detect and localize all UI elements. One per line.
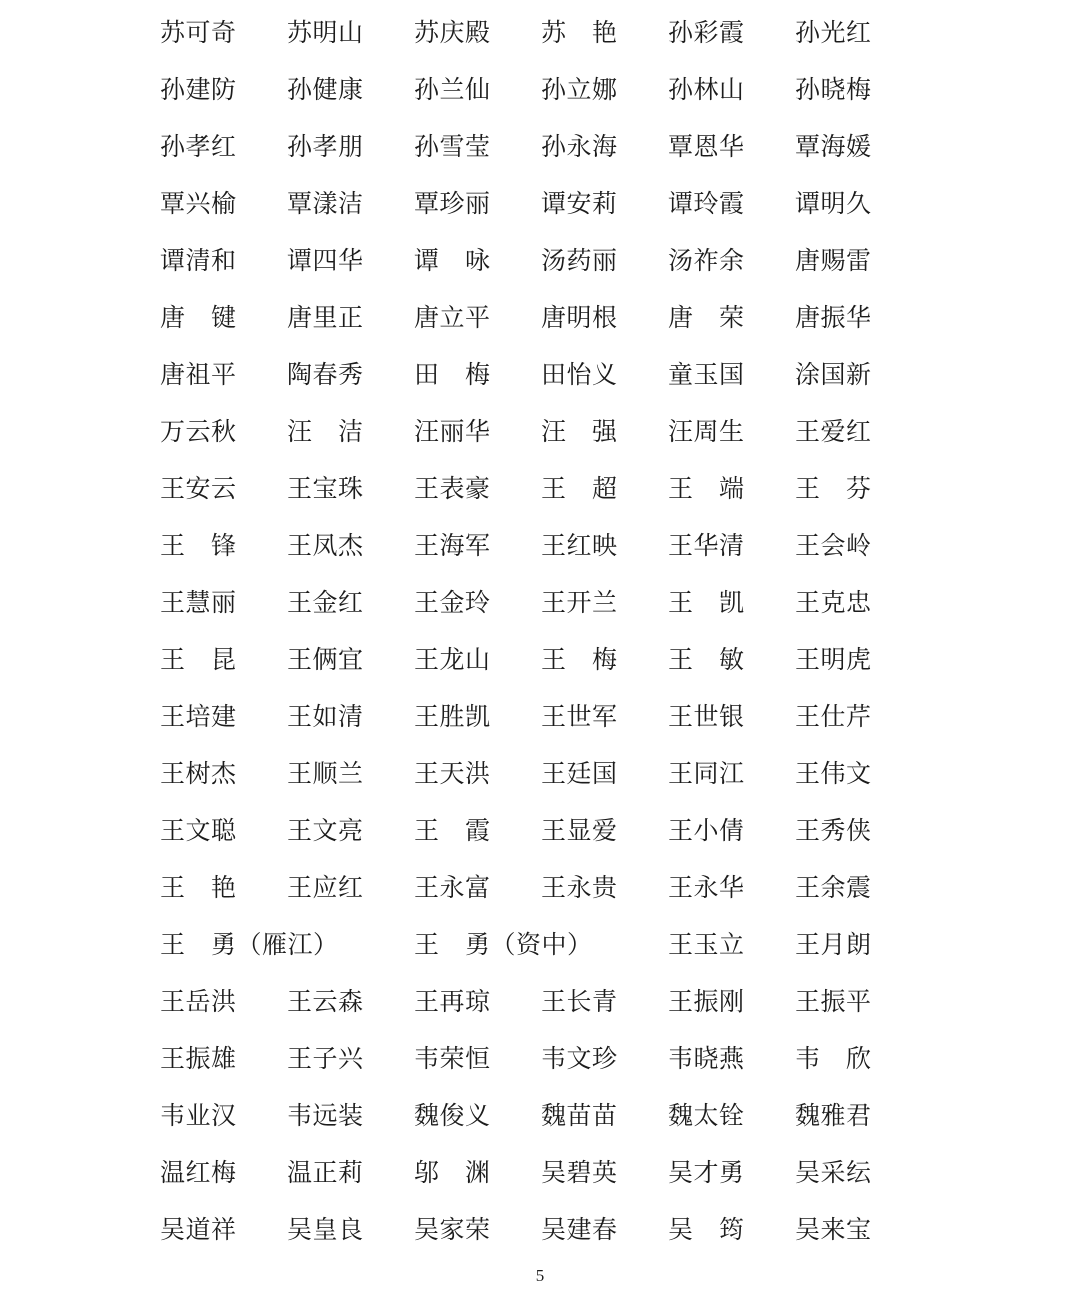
name-cell: 覃珍丽 bbox=[414, 190, 491, 218]
name-cell: 唐明根 bbox=[541, 304, 618, 332]
name-cell: 王俩宜 bbox=[287, 646, 364, 674]
name-cell: 覃恩华 bbox=[668, 133, 745, 161]
name-cell: 王如清 bbox=[287, 703, 364, 731]
name-cell: 王慧丽 bbox=[160, 589, 237, 617]
name-cell: 苏可奇 bbox=[160, 19, 237, 47]
name-cell: 王华清 bbox=[668, 532, 745, 560]
name-cell: 谭玲霞 bbox=[668, 190, 745, 218]
name-cell: 王廷国 bbox=[541, 760, 618, 788]
name-cell: 王永贵 bbox=[541, 874, 618, 902]
name-cell: 王月朗 bbox=[795, 931, 872, 959]
name-cell: 王振刚 bbox=[668, 988, 745, 1016]
name-cell: 孙建防 bbox=[160, 76, 237, 104]
name-cell: 王文亮 bbox=[287, 817, 364, 845]
name-cell: 王明虎 bbox=[795, 646, 872, 674]
name-cell: 王岳洪 bbox=[160, 988, 237, 1016]
name-cell: 孙雪莹 bbox=[414, 133, 491, 161]
name-cell: 吴碧英 bbox=[541, 1159, 618, 1187]
name-cell: 魏苗苗 bbox=[541, 1102, 618, 1130]
name-cell: 王 昆 bbox=[160, 646, 237, 674]
name-cell: 王云森 bbox=[287, 988, 364, 1016]
name-cell: 王会岭 bbox=[795, 532, 872, 560]
name-cell: 唐祖平 bbox=[160, 361, 237, 389]
name-cell: 汪周生 bbox=[668, 418, 745, 446]
page-number: 5 bbox=[535, 1266, 545, 1285]
name-cell: 苏庆殿 bbox=[414, 19, 491, 47]
name-cell: 韦文珍 bbox=[541, 1045, 618, 1073]
name-cell: 王龙山 bbox=[414, 646, 491, 674]
name-cell: 王红映 bbox=[541, 532, 618, 560]
name-cell: 苏明山 bbox=[287, 19, 364, 47]
name-cell: 唐赐雷 bbox=[795, 247, 872, 275]
name-cell: 王 超 bbox=[541, 475, 618, 503]
name-cell: 王 勇（资中） bbox=[414, 931, 593, 959]
name-cell: 王伟文 bbox=[795, 760, 872, 788]
name-cell: 涂国新 bbox=[795, 361, 872, 389]
name-cell: 覃兴榆 bbox=[160, 190, 237, 218]
name-cell: 唐 荣 bbox=[668, 304, 745, 332]
name-cell: 田 梅 bbox=[414, 361, 491, 389]
name-cell: 汤祚余 bbox=[668, 247, 745, 275]
name-cell: 谭 咏 bbox=[414, 247, 491, 275]
name-cell: 王 凯 bbox=[668, 589, 745, 617]
name-cell: 谭四华 bbox=[287, 247, 364, 275]
name-cell: 唐振华 bbox=[795, 304, 872, 332]
name-cell: 王文聪 bbox=[160, 817, 237, 845]
name-cell: 王 霞 bbox=[414, 817, 491, 845]
name-cell: 王胜凯 bbox=[414, 703, 491, 731]
name-cell: 王玉立 bbox=[668, 931, 745, 959]
name-cell: 吴才勇 bbox=[668, 1159, 745, 1187]
name-list bbox=[160, 2, 922, 1256]
name-cell: 苏 艳 bbox=[541, 19, 618, 47]
name-cell: 王振平 bbox=[795, 988, 872, 1016]
name-cell: 王表豪 bbox=[414, 475, 491, 503]
name-cell: 王克忠 bbox=[795, 589, 872, 617]
name-cell: 吴 筠 bbox=[668, 1216, 745, 1244]
name-cell: 孙林山 bbox=[668, 76, 745, 104]
name-cell: 王 梅 bbox=[541, 646, 618, 674]
name-cell: 汪 强 bbox=[541, 418, 618, 446]
name-cell: 魏雅君 bbox=[795, 1102, 872, 1130]
name-cell: 王小倩 bbox=[668, 817, 745, 845]
name-cell: 王长青 bbox=[541, 988, 618, 1016]
name-cell: 王世银 bbox=[668, 703, 745, 731]
name-cell: 汪丽华 bbox=[414, 418, 491, 446]
name-cell: 田怡义 bbox=[541, 361, 618, 389]
name-cell: 王仕芹 bbox=[795, 703, 872, 731]
name-cell: 王同江 bbox=[668, 760, 745, 788]
name-cell: 唐里正 bbox=[287, 304, 364, 332]
name-cell: 王显爱 bbox=[541, 817, 618, 845]
name-cell: 孙孝红 bbox=[160, 133, 237, 161]
name-cell: 孙健康 bbox=[287, 76, 364, 104]
name-cell: 韦远装 bbox=[287, 1102, 364, 1130]
name-cell: 孙彩霞 bbox=[668, 19, 745, 47]
name-cell: 王 端 bbox=[668, 475, 745, 503]
name-cell: 温正莉 bbox=[287, 1159, 364, 1187]
name-cell: 覃海媛 bbox=[795, 133, 872, 161]
name-cell: 王应红 bbox=[287, 874, 364, 902]
name-cell: 王培建 bbox=[160, 703, 237, 731]
name-cell: 王永华 bbox=[668, 874, 745, 902]
name-cell: 王金红 bbox=[287, 589, 364, 617]
name-cell: 汤药丽 bbox=[541, 247, 618, 275]
name-cell: 王凤杰 bbox=[287, 532, 364, 560]
name-cell: 孙光红 bbox=[795, 19, 872, 47]
name-cell: 覃漾洁 bbox=[287, 190, 364, 218]
name-cell: 韦 欣 bbox=[795, 1045, 872, 1073]
name-cell: 吴家荣 bbox=[414, 1216, 491, 1244]
name-cell: 魏俊义 bbox=[414, 1102, 491, 1130]
name-cell: 王世军 bbox=[541, 703, 618, 731]
name-cell: 谭明久 bbox=[795, 190, 872, 218]
name-cell: 邬 渊 bbox=[414, 1159, 491, 1187]
name-cell: 吴来宝 bbox=[795, 1216, 872, 1244]
name-cell: 童玉国 bbox=[668, 361, 745, 389]
name-cell: 汪 洁 bbox=[287, 418, 364, 446]
name-cell: 王金玲 bbox=[414, 589, 491, 617]
name-cell: 谭清和 bbox=[160, 247, 237, 275]
name-cell: 王振雄 bbox=[160, 1045, 237, 1073]
name-cell: 吴采纭 bbox=[795, 1159, 872, 1187]
name-cell: 王 芬 bbox=[795, 475, 872, 503]
name-cell: 王余震 bbox=[795, 874, 872, 902]
name-cell: 王海军 bbox=[414, 532, 491, 560]
name-cell: 王永富 bbox=[414, 874, 491, 902]
name-cell: 王天洪 bbox=[414, 760, 491, 788]
name-cell: 韦业汉 bbox=[160, 1102, 237, 1130]
name-cell: 韦荣恒 bbox=[414, 1045, 491, 1073]
name-cell: 温红梅 bbox=[160, 1159, 237, 1187]
name-cell: 孙永海 bbox=[541, 133, 618, 161]
name-cell: 王子兴 bbox=[287, 1045, 364, 1073]
name-cell: 孙兰仙 bbox=[414, 76, 491, 104]
name-cell: 王 敏 bbox=[668, 646, 745, 674]
name-cell: 万云秋 bbox=[160, 418, 237, 446]
name-cell: 王秀侠 bbox=[795, 817, 872, 845]
name-cell: 王顺兰 bbox=[287, 760, 364, 788]
name-cell: 王再琼 bbox=[414, 988, 491, 1016]
name-cell: 吴建春 bbox=[541, 1216, 618, 1244]
name-cell: 王宝珠 bbox=[287, 475, 364, 503]
name-cell: 吴皇良 bbox=[287, 1216, 364, 1244]
name-cell: 韦晓燕 bbox=[668, 1045, 745, 1073]
name-cell: 唐立平 bbox=[414, 304, 491, 332]
name-cell: 陶春秀 bbox=[287, 361, 364, 389]
name-cell: 孙晓梅 bbox=[795, 76, 872, 104]
name-cell: 王 勇（雁江） bbox=[160, 931, 339, 959]
name-cell: 王开兰 bbox=[541, 589, 618, 617]
name-cell: 谭安莉 bbox=[541, 190, 618, 218]
name-cell: 唐 键 bbox=[160, 304, 237, 332]
name-cell: 王 艳 bbox=[160, 874, 237, 902]
name-cell: 王树杰 bbox=[160, 760, 237, 788]
name-cell: 魏太铨 bbox=[668, 1102, 745, 1130]
name-cell: 孙立娜 bbox=[541, 76, 618, 104]
name-cell: 王爱红 bbox=[795, 418, 872, 446]
name-cell: 王 锋 bbox=[160, 532, 237, 560]
name-cell: 孙孝朋 bbox=[287, 133, 364, 161]
name-cell: 吴道祥 bbox=[160, 1216, 237, 1244]
name-cell: 王安云 bbox=[160, 475, 237, 503]
